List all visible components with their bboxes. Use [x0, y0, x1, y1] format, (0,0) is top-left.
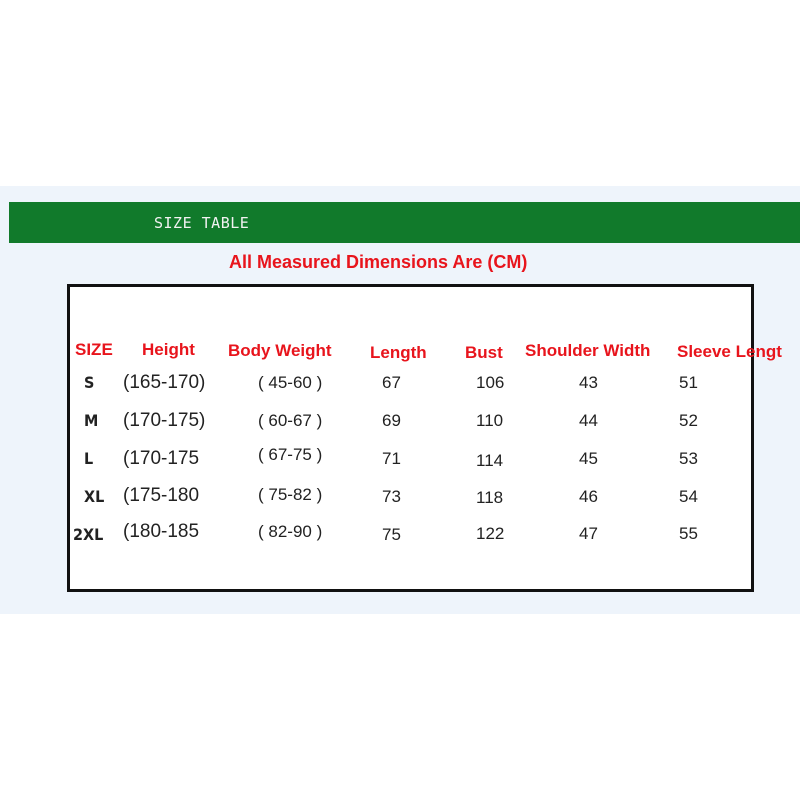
size-table-frame [67, 284, 754, 592]
table-cell-height: (170-175) [123, 410, 206, 431]
header-size: SIZE [75, 340, 113, 359]
table-cell-length: 71 [382, 449, 401, 468]
table-cell-body-weight: ( 82-90 ) [258, 522, 323, 541]
table-cell-shoulder-width: 45 [579, 449, 598, 468]
measurement-note: All Measured Dimensions Are (CM) [229, 252, 528, 272]
table-cell-sleeve-length: 52 [679, 411, 698, 430]
table-cell-size: L [84, 449, 94, 468]
header-body-weight: Body Weight [228, 341, 332, 360]
table-cell-size: M [84, 411, 99, 430]
table-cell-bust: 118 [476, 488, 504, 507]
table-cell-height: (170-175 [123, 448, 200, 469]
table-cell-sleeve-length: 51 [679, 373, 698, 392]
table-cell-shoulder-width: 47 [579, 524, 598, 543]
table-cell-shoulder-width: 43 [579, 373, 598, 392]
table-cell-size: XL [84, 487, 105, 506]
header-height: Height [142, 340, 195, 359]
table-cell-sleeve-length: 53 [679, 449, 698, 468]
table-cell-sleeve-length: 55 [679, 524, 698, 543]
table-cell-height: (175-180 [123, 485, 200, 506]
header-length: Length [370, 343, 427, 362]
table-cell-sleeve-length: 54 [679, 487, 698, 506]
table-cell-size: 2XL [73, 525, 104, 544]
table-cell-length: 73 [382, 487, 401, 506]
table-cell-body-weight: ( 45-60 ) [258, 373, 323, 392]
table-cell-length: 69 [382, 411, 401, 430]
header-bust: Bust [465, 343, 503, 362]
table-cell-length: 67 [382, 373, 401, 392]
table-cell-height: (165-170) [123, 372, 206, 393]
table-cell-body-weight: ( 75-82 ) [258, 485, 323, 504]
table-cell-shoulder-width: 46 [579, 487, 598, 506]
table-cell-bust: 114 [476, 451, 504, 470]
header-shoulder-width: Shoulder Width [525, 341, 651, 360]
table-cell-bust: 122 [476, 524, 505, 543]
table-cell-body-weight: ( 60-67 ) [258, 411, 323, 430]
table-cell-size: S [84, 373, 95, 392]
size-table-banner [9, 202, 800, 243]
table-cell-length: 75 [382, 525, 401, 544]
table-cell-bust: 106 [476, 373, 505, 392]
table-cell-height: (180-185 [123, 521, 200, 542]
header-sleeve-length: Sleeve Lengt [677, 342, 782, 361]
table-cell-shoulder-width: 44 [579, 411, 598, 430]
banner-title: SIZE TABLE [154, 214, 250, 232]
table-cell-body-weight: ( 67-75 ) [258, 445, 323, 464]
table-cell-bust: 110 [476, 411, 504, 430]
